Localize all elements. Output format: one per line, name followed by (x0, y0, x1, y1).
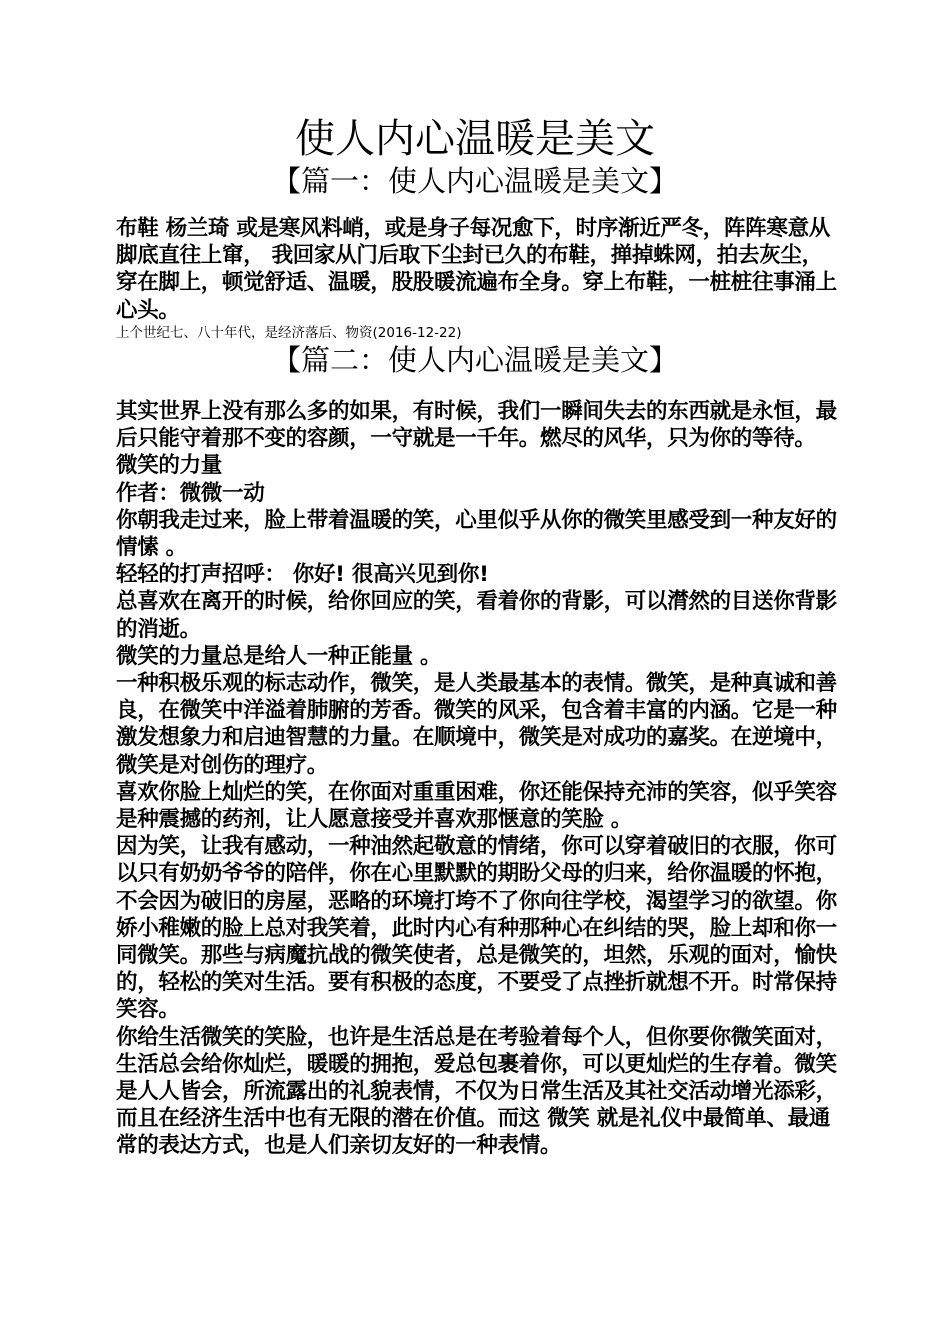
paragraph: 一种积极乐观的标志动作，微笑，是人类最基本的表情。微笑，是种真诚和善良，在微笑中洋溢着肺腑的芳香。微笑的风采，包含着丰富的内涵。它是一种激发想象力和启迪智慧的力量。在顺境中，微笑是对成功的嘉奖。在逆境中，微笑是对创伤的理疗。 (116, 671, 837, 778)
paragraph: 总喜欢在离开的时候，给你回应的笑，看着你的背影，可以潸然的目送你背影的消逝。 (116, 589, 837, 642)
section-heading-2: 【篇二：使人内心温暖是美文】 (271, 343, 678, 377)
section2-body (116, 398, 838, 1160)
paragraph: 轻轻的打声招呼： 你好! 很高兴见到你! (116, 562, 489, 588)
section1-note: 上个世纪七、八十年代，是经济落后、物资(2016-12-22) (116, 325, 462, 341)
paragraph: 喜欢你脸上灿烂的笑，在你面对重重困难，你还能保持充沛的笑容，似乎笑容是种震撼的药剂，让人愿意接受并喜欢那惬意的笑脸 。 (116, 779, 837, 833)
paragraph: 微笑的力量总是给人一种正能量 。 (116, 643, 442, 669)
paragraph: 你朝我走过来，脸上带着温暖的笑，心里似乎从你的微笑里感受到一种友好的情愫 。 (116, 507, 837, 561)
paragraph: 其实世界上没有那么多的如果，有时候，我们一瞬间失去的东西就是永恒，最后只能守着那不变的容颜，一守就是一千年。燃尽的风华，只为你的等待。 (116, 399, 837, 452)
paragraph: 因为笑，让我有感动，一种油然起敬意的情绪，你可以穿着破旧的衣服，你可以只有奶奶爷爷的陪伴，你在心里默默的期盼父母的归来，给你温暖的怀抱，不会因为破旧的房屋，恶略的环境打垮不了你向往学校，渴望学习的欲望。你娇小稚嫩的脸上总对我笑着，此时内心有种那种心在纠结的哭，脸上却和你一同微笑。那些与病魔抗战的微笑使者，总是微笑的，坦然，乐观的面对，愉快的，轻松的笑对生活。要有积极的态度，不要受了点挫折就想不开。时常保持笑容。 (116, 834, 837, 1023)
document-title: 使人内心温暖是美文 (295, 116, 655, 162)
section1-paragraph: 布鞋 杨兰琦 或是寒风料峭，或是身子每况愈下，时序渐近严冬，阵阵寒意从脚底直往上窜， 我回家从门后取下尘封已久的布鞋，掸掉蛛网，拍去灰尘，穿在脚上，顿觉舒适、温暖，股股暖流遍布全身。穿上布鞋，一桩桩往事涌上心头。 (116, 216, 837, 323)
paragraph: 微笑的力量 (116, 453, 223, 479)
paragraph: 作者：微微一动 (116, 480, 265, 506)
paragraph: 你给生活微笑的笑脸，也许是生活总是在考验着每个人，但你要你微笑面对，生活总会给你灿烂，暖暖的拥抱，爱总包裹着你，可以更灿烂的生存着。微笑是人人皆会，所流露出的礼貌表情，不仅为日常生活及其社交活动增光添彩，而且在经济生活中也有无限的潜在价值。而这 微笑 就是礼仪中最简单、最通常的表达方式，也是人们亲切友好的一种表情。 (116, 1024, 837, 1159)
section-heading-1: 【篇一：使人内心温暖是美文】 (271, 164, 678, 198)
